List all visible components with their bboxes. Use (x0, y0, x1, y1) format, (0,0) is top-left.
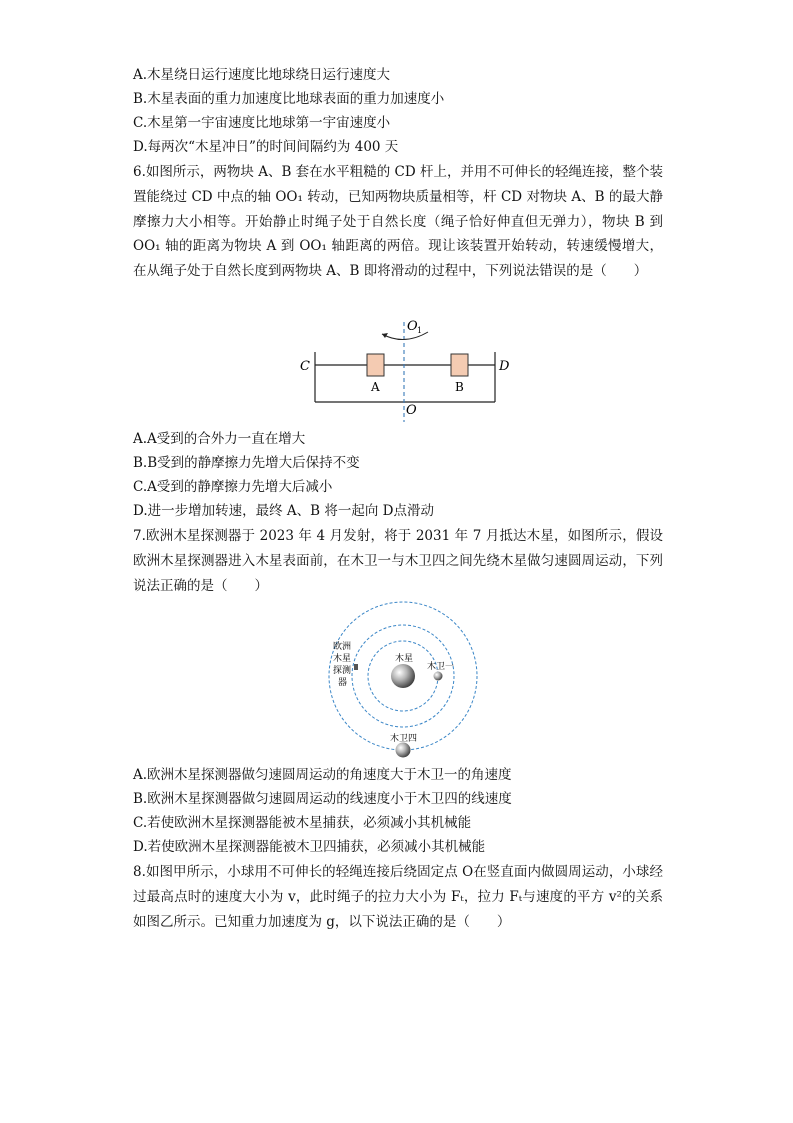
callisto-label: 木卫四 (390, 734, 418, 744)
q6-option-c: C.A受到的静摩擦力先增大后减小 (133, 479, 333, 495)
io-label: 木卫一 (427, 662, 455, 672)
jupiter-planet (391, 664, 415, 688)
q6-option-b: B.B受到的静摩擦力先增大后保持不变 (133, 455, 360, 471)
label-a: A (371, 380, 380, 394)
probe-label-1: 欧洲 (333, 642, 352, 652)
callisto-moon (396, 743, 411, 758)
label-d: D (499, 359, 510, 374)
q7-stem: 7.欧洲木星探测器于 2023 年 4 月发射，将于 2031 年 7 月抵达木星，如图所示，假设欧洲木星探测器进入木星表面前，在木卫一与木卫四之间先绕木星做匀速圆周运动，下列说法正确的是（ ） (133, 528, 663, 594)
q8-stem: 8.如图甲所示，小球用不可伸长的轻绳连接后绕固定点 O在竖直面内做圆周运动，小球经过最高点时的速度大小为 v，此时绳子的拉力大小为 Fₜ，拉力 Fₜ与速度的平方 v²的关系如图乙所示。已知重力加速度为 g，以下说法正确的是（ ） (133, 864, 663, 930)
q6-figure (290, 314, 520, 426)
block-a (367, 354, 384, 376)
label-o1-sub: 1 (417, 326, 423, 335)
q7-option-c: C.若使欧洲木星探测器能被木星捕获，必须减小其机械能 (133, 815, 472, 831)
label-c: C (300, 359, 310, 374)
arrow-icon (382, 333, 388, 338)
q7-option-b: B.欧洲木星探测器做匀速圆周运动的线速度小于木卫四的线速度 (133, 791, 512, 807)
q5-option-c: C.木星第一宇宙速度比地球第一宇宙速度小 (133, 115, 391, 131)
io-moon (434, 672, 443, 681)
probe-label-4: 器 (338, 678, 348, 688)
label-b: B (455, 380, 464, 394)
block-b (451, 354, 468, 376)
label-o: O (406, 403, 417, 418)
q5-option-b: B.木星表面的重力加速度比地球表面的重力加速度小 (133, 91, 445, 107)
probe-label-3: 探测 (333, 666, 352, 676)
q6-option-a: A.A受到的合外力一直在增大 (133, 431, 306, 447)
q6-option-d: D.进一步增加转速，最终 A、B 将一起向 D点滑动 (133, 503, 435, 519)
label-o1: O (407, 319, 418, 334)
q7-orbit-figure (326, 598, 482, 760)
q7-option-d: D.若使欧洲木星探测器能被木卫四捕获，必须减小其机械能 (133, 839, 486, 855)
q6-stem: 6.如图所示，两物块 A、B 套在水平粗糙的 CD 杆上，并用不可伸长的轻绳连接，整个装置能绕过 CD 中点的轴 OO₁ 转动，已知两物块质量相等，杆 CD 对物块 A、B 的最大静摩擦力大小相等。开始静止时绳子处于自然长度（绳子恰好伸直但无弹力），物块 B 到 OO₁ 轴的距离为物块 A 到 OO₁ 轴距离的两倍。现让该装置开始转动，转速缓慢增大，在从绳子处于自然长度到两物块 A、B 即将滑动的过程中，下列说法错误的是（ ） (133, 164, 663, 280)
q7-option-a: A.欧洲木星探测器做匀速圆周运动的角速度大于木卫一的角速度 (133, 767, 512, 783)
probe-icon (354, 664, 358, 670)
q5-option-a: A.木星绕日运行速度比地球绕日运行速度大 (133, 67, 391, 83)
probe-label-2: 木星 (333, 654, 352, 664)
jupiter-label: 木星 (395, 654, 414, 664)
q5-option-d: D.每两次“木星冲日”的时间间隔约为 400 天 (133, 139, 399, 155)
